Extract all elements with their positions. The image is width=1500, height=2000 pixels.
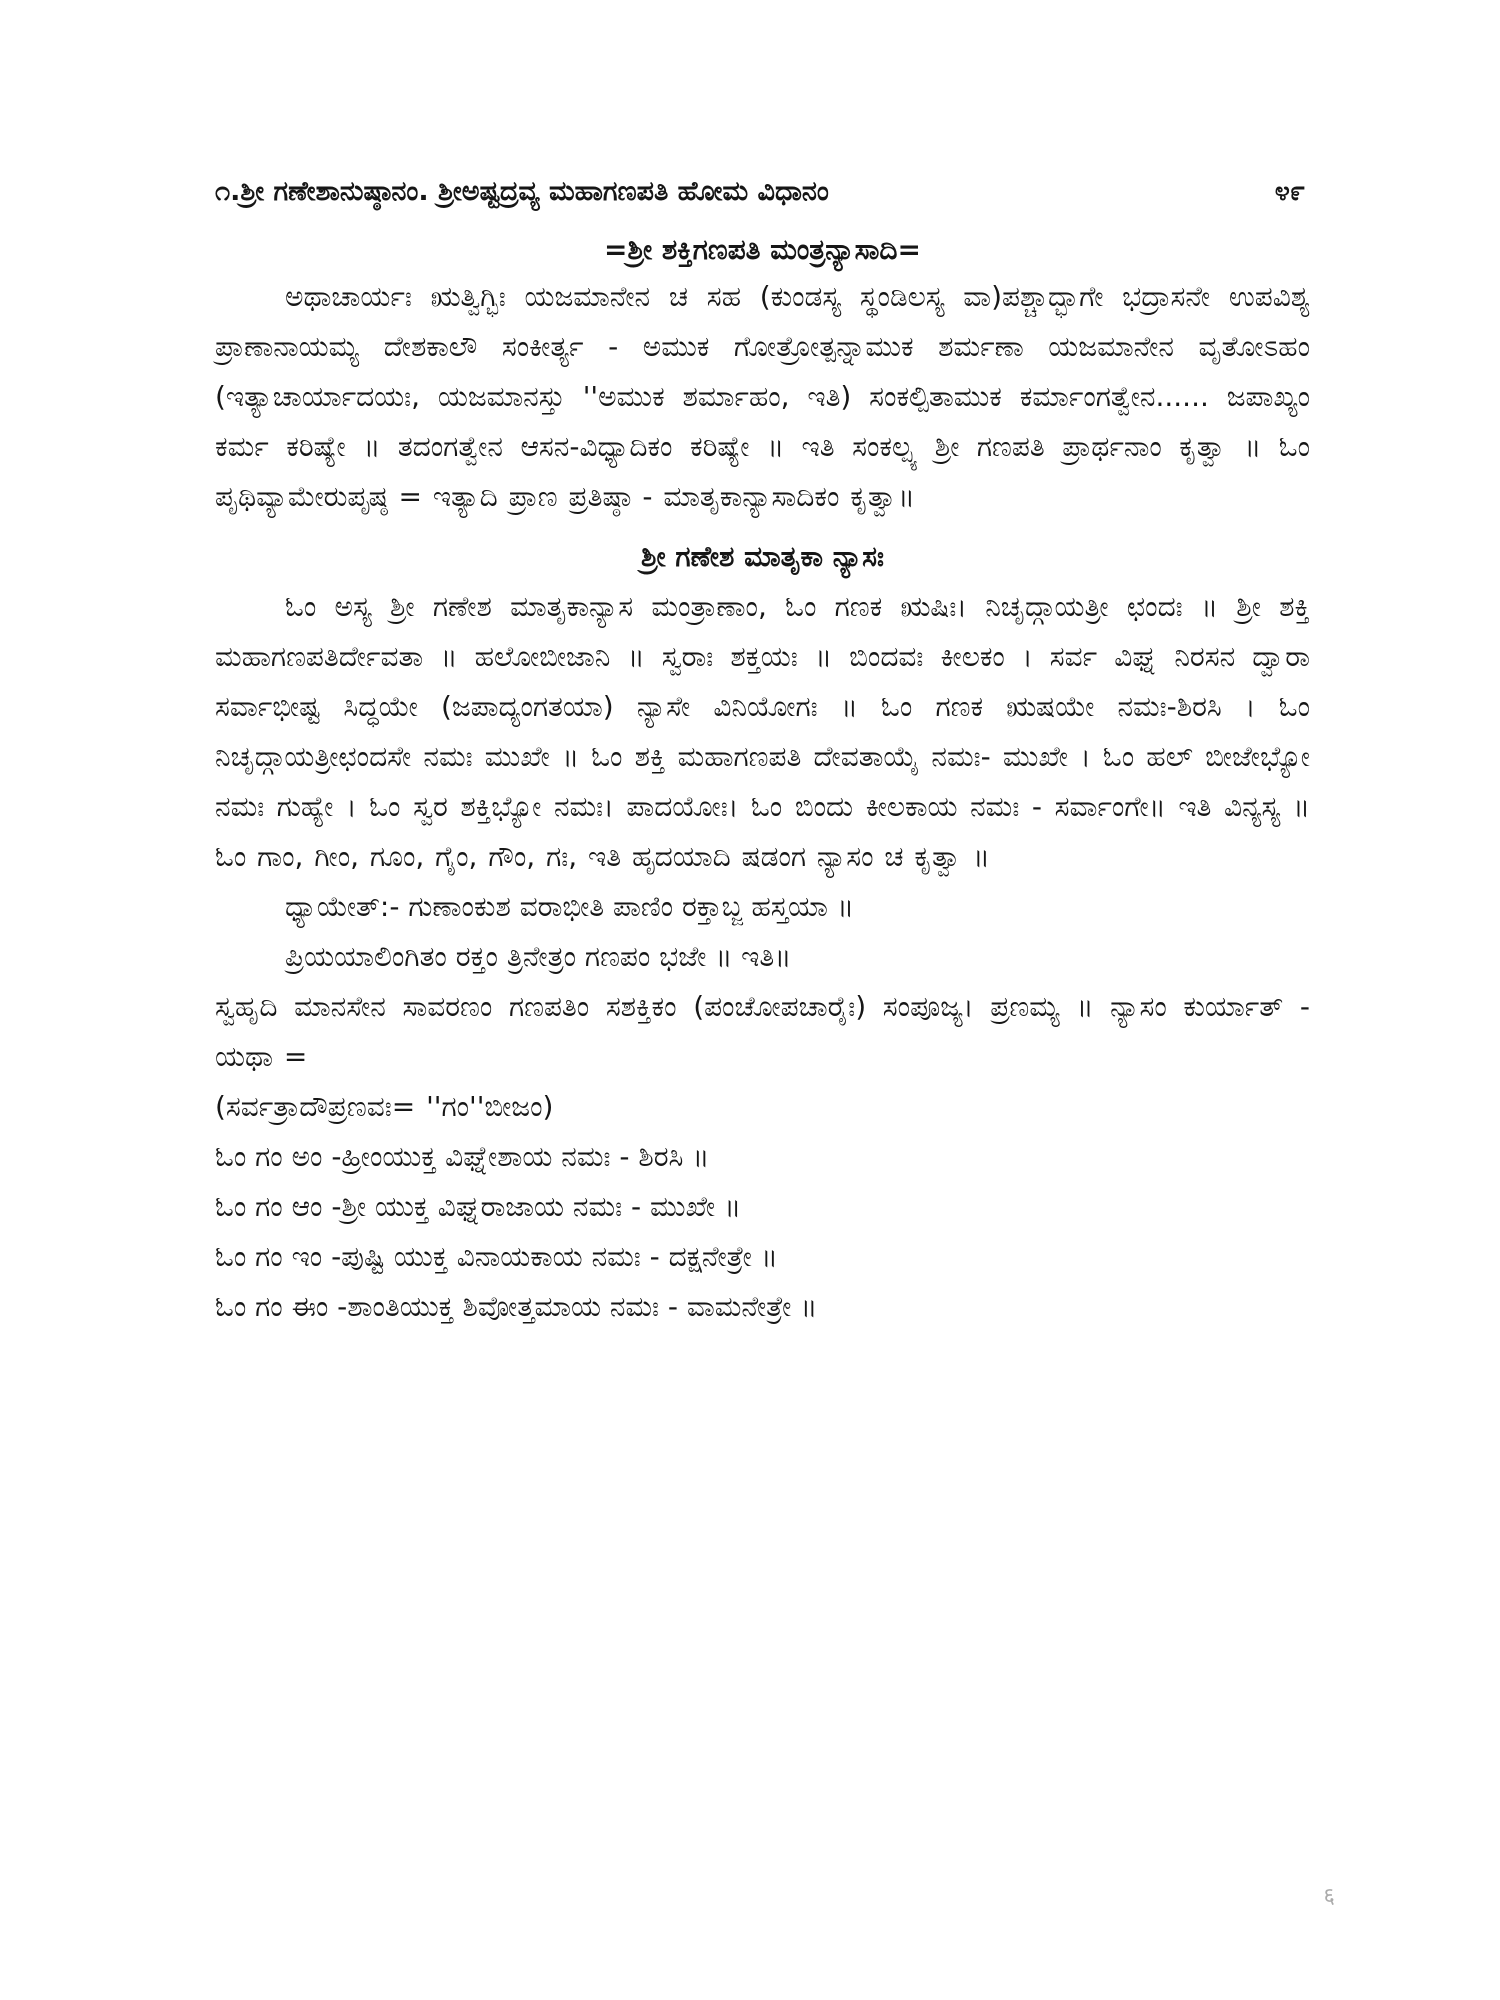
nyasa-line: ಓಂ ಗಂ ಆಂ -ಶ್ರೀ ಯುಕ್ತ ವಿಘ್ನರಾಜಾಯ ನಮಃ - ಮುಖೇ ॥: [215, 1190, 742, 1223]
running-header-title: ೧.ಶ್ರೀ ಗಣೇಶಾನುಷ್ಠಾನಂ. ಶ್ರೀಅಷ್ಟದ್ರವ್ಯ ಮಹಾಗಣಪತಿ ಹೋಮ ವಿಧಾನಂ: [215, 176, 829, 207]
paragraph-bija-note: (ಸರ್ವತ್ರಾದೌಪ್ರಣವಃ= ''ಗಂ''ಬೀಜಂ): [215, 1090, 554, 1123]
nyasa-line: ಓಂ ಗಂ ಈಂ -ಶಾಂತಿಯುಕ್ತ ಶಿವೋತ್ತಮಾಯ ನಮಃ - ವಾಮನೇತ್ರೇ ॥: [215, 1290, 818, 1323]
nyasa-line: ಓಂ ಗಂ ಇಂ -ಪುಷ್ಟಿ ಯುಕ್ತ ವಿನಾಯಕಾಯ ನಮಃ - ದಕ್ಷನೇತ್ರೇ ॥: [215, 1240, 778, 1273]
paragraph-sankalpa: ಅಥಾಚಾರ್ಯಃ ಋತ್ವಿಗ್ಭಿಃ ಯಜಮಾನೇನ ಚ ಸಹ (ಕುಂಡಸ್ಯ ಸ್ಥಂಡಿಲಸ್ಯ ವಾ)ಪಶ್ಚಾದ್ಭಾಗೇ ಭದ್ರಾಸನೇ ಉಪವಿಶ್ಯ ಪ್ರಾಣಾನಾಯಮ್ಯ ದೇಶಕಾಲೌ ಸಂಕೀರ್ತ್ಯ - ಅಮುಕ ಗೋತ್ರೋತ್ಪನ್ನಾಮುಕ ಶರ್ಮಣಾ ಯಜಮಾನೇನ ವೃತೋಽಹಂ (ಇತ್ಯಾಚಾರ್ಯಾದಯಃ, ಯಜಮಾನಸ್ತು ''ಅಮುಕ ಶರ್ಮಾಹಂ, ಇತಿ) ಸಂಕಲ್ಪಿತಾಮುಕ ಕರ್ಮಾಂಗತ್ವೇನ...... ಜಪಾಖ್ಯಂ ಕರ್ಮ ಕರಿಷ್ಯೇ ॥ ತದಂಗತ್ವೇನ ಆಸನ-ವಿಧ್ಯಾದಿಕಂ ಕರಿಷ್ಯೇ ॥ ಇತಿ ಸಂಕಲ್ಪ್ಯ ಶ್ರೀ ಗಣಪತಿ ಪ್ರಾರ್ಥನಾಂ ಕೃತ್ವಾ ॥ ಓಂ ಪೃಥಿವ್ಯಾಮೇರುಪೃಷ್ಠ = ಇತ್ಯಾದಿ ಪ್ರಾಣ ಪ್ರತಿಷ್ಠಾ - ಮಾತೃಕಾನ್ಯಾಸಾದಿಕಂ ಕೃತ್ವಾ॥: [215, 280, 1310, 513]
sub-title: ಶ್ರೀ ಗಣೇಶ ಮಾತೃಕಾ ನ್ಯಾಸಃ: [641, 540, 884, 573]
dhyana-verse-1: ಧ್ಯಾಯೇತ್:- ಗುಣಾಂಕುಶ ವರಾಭೀತಿ ಪಾಣಿಂ ರಕ್ತಾಬ್ಜ ಹಸ್ತಯಾ ॥: [285, 890, 854, 923]
page-number: ೪೯: [1274, 176, 1305, 207]
running-header: [215, 170, 1310, 214]
dhyana-verse-2: ಪ್ರಿಯಯಾಲಿಂಗಿತಂ ರಕ್ತಂ ತ್ರಿನೇತ್ರಂ ಗಣಪಂ ಭಜೇ ॥ ಇತಿ॥: [285, 940, 792, 973]
paragraph-puja: ಸ್ವಹೃದಿ ಮಾನಸೇನ ಸಾವರಣಂ ಗಣಪತಿಂ ಸಶಕ್ತಿಕಂ (ಪಂಚೋಪಚಾರೈಃ) ಸಂಪೂಜ್ಯ। ಪ್ರಣಮ್ಯ ॥ ನ್ಯಾಸಂ ಕುರ್ಯಾತ್ - ಯಥಾ =: [215, 990, 1310, 1073]
corner-mark: ६: [1323, 1884, 1335, 1909]
nyasa-list: [215, 1132, 1310, 1332]
nyasa-line: ಓಂ ಗಂ ಅಂ -ಹ್ರೀಂಯುಕ್ತ ವಿಘ್ನೇಶಾಯ ನಮಃ - ಶಿರಸಿ ॥: [215, 1140, 710, 1173]
section-title: =ಶ್ರೀ ಶಕ್ತಿಗಣಪತಿ ಮಂತ್ರನ್ಯಾಸಾದಿ=: [604, 233, 921, 266]
paragraph-matruka-nyasa: ಓಂ ಅಸ್ಯ ಶ್ರೀ ಗಣೇಶ ಮಾತೃಕಾನ್ಯಾಸ ಮಂತ್ರಾಣಾಂ, ಓಂ ಗಣಕ ಋಷಿಃ। ನಿಚೃದ್ಗಾಯತ್ರೀ ಛಂದಃ ॥ ಶ್ರೀ ಶಕ್ತಿ ಮಹಾಗಣಪತಿರ್ದೇವತಾ ॥ ಹಲೋಬೀಜಾನಿ ॥ ಸ್ವರಾಃ ಶಕ್ತಯಃ ॥ ಬಿಂದವಃ ಕೀಲಕಂ । ಸರ್ವ ವಿಘ್ನ ನಿರಸನ ದ್ವಾರಾ ಸರ್ವಾಭೀಷ್ಟ ಸಿದ್ಧಯೇ (ಜಪಾದ್ಯಂಗತಯಾ) ನ್ಯಾಸೇ ವಿನಿಯೋಗಃ ॥ ಓಂ ಗಣಕ ಋಷಯೇ ನಮಃ-ಶಿರಸಿ । ಓಂ ನಿಚೃದ್ಗಾಯತ್ರೀಛಂದಸೇ ನಮಃ ಮುಖೇ ॥ ಓಂ ಶಕ್ತಿ ಮಹಾಗಣಪತಿ ದೇವತಾಯೈ ನಮಃ- ಮುಖೇ । ಓಂ ಹಲ್ ಬೀಜೇಭ್ಯೋ ನಮಃ ಗುಹ್ಯೇ । ಓಂ ಸ್ವರ ಶಕ್ತಿಭ್ಯೋ ನಮಃ। ಪಾದಯೋಃ। ಓಂ ಬಿಂದು ಕೀಲಕಾಯ ನಮಃ - ಸರ್ವಾಂಗೇ॥ ಇತಿ ವಿನ್ಯಸ್ಯ ॥ಓಂ ಗಾಂ, ಗೀಂ, ಗೂಂ, ಗೈಂ, ಗೌಂ, ಗಃ, ಇತಿ ಹೃದಯಾದಿ ಷಡಂಗ ನ್ಯಾಸಂ ಚ ಕೃತ್ವಾ ॥: [215, 590, 1310, 873]
